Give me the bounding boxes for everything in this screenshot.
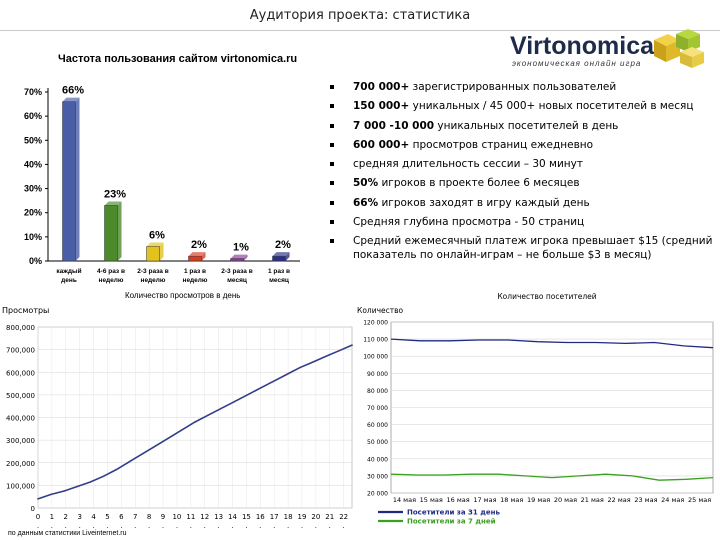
views-point xyxy=(246,394,248,396)
stat-highlight: 7 000 -10 000 xyxy=(353,119,435,132)
logo-tagline: экономическая онлайн игра xyxy=(512,59,642,68)
visitors-ytick-label: 50 000 xyxy=(367,439,388,447)
stat-highlight: 50% xyxy=(353,177,379,190)
views-xtick-sublabel: · xyxy=(342,524,345,532)
views-ytick-label: 100,000 xyxy=(6,482,35,491)
views-xtick-sublabel: · xyxy=(92,524,95,532)
stats-list xyxy=(330,80,715,268)
bullet-icon xyxy=(330,239,334,243)
visitors-xtick-label: 14 мая xyxy=(392,496,416,504)
views-xtick-sublabel: · xyxy=(231,524,234,532)
bullet-icon xyxy=(330,143,334,147)
views-xtick-label: 11 xyxy=(186,513,196,521)
views-point xyxy=(76,486,78,488)
bar-side xyxy=(76,98,80,261)
bar-category-label-line2: месяц xyxy=(227,277,247,284)
views-point xyxy=(129,461,131,463)
stat-item xyxy=(330,234,715,262)
visitors-xtick-label: 20 мая xyxy=(553,496,577,504)
views-point xyxy=(220,408,222,410)
visitors-xtick-label: 24 мая xyxy=(661,496,685,504)
views-xtick-label: 7 xyxy=(133,513,138,521)
bar xyxy=(189,256,202,261)
views-point xyxy=(63,490,65,492)
visitors-xtick-label: 23 мая xyxy=(634,496,658,504)
views-point xyxy=(273,380,275,382)
stat-item xyxy=(330,157,715,171)
visitors-ytick-label: 40 000 xyxy=(367,456,388,464)
views-xtick-sublabel: · xyxy=(36,524,40,532)
bar-data-label: 66% xyxy=(61,84,85,97)
views-xtick-sublabel: · xyxy=(328,524,331,532)
bullet-icon xyxy=(330,181,334,185)
bar-ytick-label: 60% xyxy=(23,111,42,122)
stat-item xyxy=(330,119,715,133)
bar-category-label: 1 раз в xyxy=(267,268,291,275)
views-point xyxy=(37,498,39,500)
visitors-xtick-label: 22 мая xyxy=(607,496,631,504)
bar-category-label-line2: день xyxy=(61,277,77,284)
visitors-ytick-label: 110 000 xyxy=(363,336,388,344)
views-xtick-sublabel: · xyxy=(120,524,123,532)
views-point xyxy=(286,374,288,376)
visitors-xtick-label: 25 мая xyxy=(688,496,712,504)
views-ytick-label: 0 xyxy=(30,505,35,513)
stat-text: игроков в проекте более 6 месяцев xyxy=(378,177,580,190)
views-point xyxy=(260,387,262,389)
visitors-xtick-label: 18 мая xyxy=(500,496,524,504)
visitors-chart-title: Количество посетителей xyxy=(497,292,597,301)
stat-text: средняя длительность сессии – 30 минут xyxy=(353,158,583,171)
views-xtick-label: 21 xyxy=(325,513,335,521)
visitors-ytick-label: 60 000 xyxy=(367,422,388,430)
views-xtick-sublabel: · xyxy=(64,524,67,532)
views-ytick-label: 200,000 xyxy=(6,459,35,468)
stat-text: Средняя глубина просмотра - 50 страниц xyxy=(353,216,585,229)
views-xtick-sublabel: · xyxy=(175,524,179,532)
visitors-line-chart xyxy=(342,290,720,540)
bar-category-label: 1 раз в xyxy=(183,268,207,275)
header-divider xyxy=(0,30,720,31)
views-point xyxy=(155,445,157,447)
visitors-xtick-label: 21 мая xyxy=(580,496,604,504)
bullet-icon xyxy=(330,85,334,89)
bar-category-label: каждый xyxy=(56,268,82,275)
stat-item xyxy=(330,80,715,94)
logo-wordmark: Virtonomica xyxy=(510,32,655,60)
views-xtick-sublabel: · xyxy=(134,524,137,532)
views-xtick-sublabel: · xyxy=(314,524,317,532)
visitors-ytick-label: 80 000 xyxy=(367,387,388,395)
views-xtick-label: 12 xyxy=(200,513,210,521)
views-xtick-label: 8 xyxy=(146,513,152,521)
visitors-ytick-label: 30 000 xyxy=(367,473,388,481)
bar-data-label: 1% xyxy=(233,241,249,254)
views-xtick-sublabel: · xyxy=(106,524,109,532)
views-xtick-sublabel: · xyxy=(300,524,304,532)
views-xtick-sublabel: · xyxy=(148,524,151,532)
stat-highlight: 600 000+ xyxy=(353,138,410,151)
visitors-ytick-label: 20 000 xyxy=(367,490,388,498)
bar-category-label: 4-6 раз в xyxy=(97,268,125,275)
bar-ytick-label: 0% xyxy=(28,256,42,266)
source-note: по данным статистики Liveinternet.ru xyxy=(8,530,127,537)
stat-text: зарегистрированных пользователей xyxy=(409,81,617,93)
pageviews-line-chart xyxy=(0,305,358,540)
stat-text: Средний ежемесячный платеж игрока превышает $15 (средний показатель по онлайн-играм – не больше $3 в месяц) xyxy=(353,235,713,262)
stat-item xyxy=(330,215,715,229)
stat-highlight: 66% xyxy=(353,196,379,209)
views-xtick-sublabel: · xyxy=(273,524,276,532)
stat-text: уникальных / 45 000+ новых посетителей в месяц xyxy=(409,100,694,113)
views-xtick-label: 9 xyxy=(160,513,166,521)
slide-title: Аудитория проекта: статистика xyxy=(249,8,471,23)
stat-text: уникальных посетителей в день xyxy=(434,119,619,132)
views-point xyxy=(338,350,340,352)
bar-data-label: 6% xyxy=(149,229,165,242)
views-ytick-label: 500,000 xyxy=(6,391,35,400)
bar-category-label-line2: неделю xyxy=(140,277,166,284)
bar xyxy=(147,247,160,261)
views-xtick-label: 6 xyxy=(119,513,124,521)
bar-category-label-line2: месяц xyxy=(269,277,289,284)
views-xtick-sublabel: · xyxy=(286,524,290,532)
visitors-ytick-label: 90 000 xyxy=(367,370,388,378)
views-xtick-sublabel: · xyxy=(78,524,81,532)
bar-ytick-label: 20% xyxy=(23,207,42,218)
views-xtick-sublabel: · xyxy=(245,524,248,532)
visitors-ytick-label: 120 000 xyxy=(363,319,388,327)
bar-chart-xlabel: Количество просмотров в день xyxy=(125,291,241,300)
bar-chart-title: Частота пользования сайтом virtonomica.ru xyxy=(58,53,298,65)
views-xtick-label: 10 xyxy=(172,513,182,521)
views-xtick-sublabel: · xyxy=(161,524,165,532)
bar-data-label: 2% xyxy=(275,239,291,252)
views-point xyxy=(312,361,314,363)
bar-category-label: 2-3 раза в xyxy=(137,268,169,275)
views-point xyxy=(142,453,144,455)
bar-ytick-label: 40% xyxy=(23,159,42,170)
bar-ytick-label: 10% xyxy=(23,231,42,242)
stat-text: игроков заходят в игру каждый день xyxy=(378,196,590,209)
views-xtick-label: 0 xyxy=(35,513,41,521)
views-xtick-label: 16 xyxy=(255,513,265,521)
views-point xyxy=(181,429,183,431)
bar-data-label: 2% xyxy=(191,239,207,252)
views-point xyxy=(116,469,118,471)
bar-side xyxy=(118,201,122,261)
views-xtick-label: 1 xyxy=(49,513,55,521)
stat-item xyxy=(330,138,715,152)
bar-category-label: 2-3 раза в xyxy=(221,268,253,275)
views-point xyxy=(207,414,209,416)
bullet-icon xyxy=(330,220,334,224)
views-point xyxy=(103,475,105,477)
frequency-bar-chart xyxy=(10,45,310,300)
bar-category-label-line2: неделю xyxy=(182,277,208,284)
visitors-xtick-label: 19 мая xyxy=(527,496,551,504)
bar-ytick-label: 50% xyxy=(23,135,42,146)
views-xtick-label: 20 xyxy=(311,513,321,521)
stat-item xyxy=(330,196,715,210)
views-xtick-sublabel: · xyxy=(217,524,220,532)
views-xtick-label: 15 xyxy=(241,513,251,521)
views-xtick-label: 5 xyxy=(105,513,110,521)
views-xtick-sublabel: · xyxy=(189,524,192,532)
views-xtick-label: 2 xyxy=(63,513,69,521)
views-xtick-label: 14 xyxy=(228,513,237,521)
views-ytick-label: 700,000 xyxy=(6,346,35,355)
views-ylabel: Просмотры xyxy=(2,306,50,315)
views-point xyxy=(299,367,301,369)
views-point xyxy=(325,356,327,358)
visitors-xtick-label: 17 мая xyxy=(473,496,497,504)
views-ytick-label: 300,000 xyxy=(6,437,35,446)
views-xtick-label: 22 xyxy=(339,513,349,521)
bar-ytick-label: 70% xyxy=(23,87,42,97)
bar xyxy=(273,256,286,261)
visitors-ylabel: Количество xyxy=(357,306,404,315)
visitors-legend-label: Посетители за 7 дней xyxy=(407,517,496,526)
stat-highlight: 150 000+ xyxy=(353,100,410,113)
stat-highlight: 700 000+ xyxy=(353,81,410,93)
views-ytick-label: 800,000 xyxy=(6,324,35,332)
views-xtick-label: 3 xyxy=(77,513,82,521)
bar-category-label-line2: неделю xyxy=(98,277,124,284)
views-xtick-sublabel: · xyxy=(50,524,54,532)
views-xtick-label: 17 xyxy=(269,513,279,521)
bar-ytick-label: 30% xyxy=(23,183,42,194)
views-xtick-label: 4 xyxy=(91,513,96,521)
stat-text: просмотров страниц ежедневно xyxy=(409,138,594,151)
views-ytick-label: 600,000 xyxy=(6,369,35,378)
views-xtick-sublabel: · xyxy=(259,524,262,532)
views-point xyxy=(233,401,235,403)
visitors-xtick-label: 16 мая xyxy=(446,496,470,504)
visitors-ytick-label: 100 000 xyxy=(363,353,388,361)
bullet-icon xyxy=(330,104,334,108)
bullet-icon xyxy=(330,162,334,166)
bar xyxy=(63,102,76,261)
bar-data-label: 23% xyxy=(103,188,127,201)
bar xyxy=(231,259,244,261)
logo-cubes-icon xyxy=(646,26,708,70)
stat-item xyxy=(330,176,715,190)
views-point xyxy=(50,494,52,496)
views-point xyxy=(168,437,170,439)
views-ytick-label: 400,000 xyxy=(6,414,35,423)
visitors-legend-label: Посетители за 31 день xyxy=(407,508,500,517)
stat-item xyxy=(330,99,715,113)
visitors-xtick-label: 15 мая xyxy=(419,496,443,504)
visitors-ytick-label: 70 000 xyxy=(367,405,388,412)
views-xtick-sublabel: · xyxy=(203,524,206,532)
bullet-icon xyxy=(330,201,334,205)
views-xtick-label: 13 xyxy=(214,513,224,521)
bar xyxy=(105,205,118,261)
views-xtick-label: 19 xyxy=(297,513,307,521)
views-xtick-label: 18 xyxy=(283,513,293,521)
views-point xyxy=(89,481,91,483)
views-point xyxy=(194,421,196,423)
bullet-icon xyxy=(330,124,334,128)
